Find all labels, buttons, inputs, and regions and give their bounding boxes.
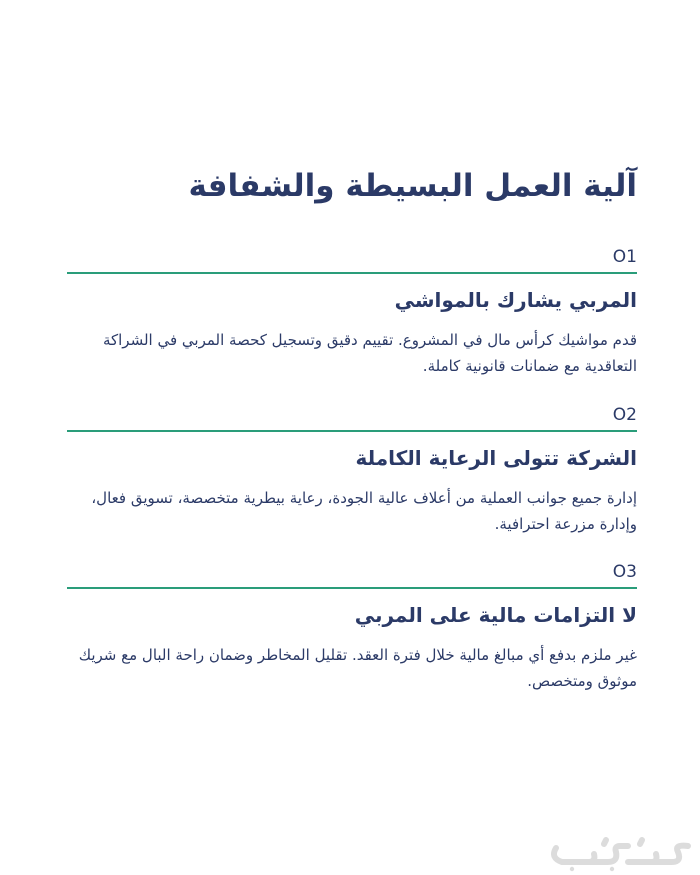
haraj-watermark-logo xyxy=(548,836,698,872)
haraj-logo-icon xyxy=(548,836,698,872)
step-description: قدم مواشيك كرأس مال في المشروع. تقييم دقيق وتسجيل كحصة المربي في الشراكة التعاقدية مع ضمانات قانونية كاملة. xyxy=(102,331,637,375)
step-heading: المربي يشارك بالمواشي xyxy=(394,288,637,312)
step-number: O2 xyxy=(612,405,637,425)
step-heading: الشركة تتولى الرعاية الكاملة xyxy=(355,446,637,470)
step-number: O1 xyxy=(612,247,637,267)
page-title: آلية العمل البسيطة والشفافة xyxy=(188,168,637,204)
step-divider xyxy=(67,587,637,589)
content-page xyxy=(67,0,637,875)
step-divider xyxy=(67,272,637,274)
step-description: إدارة جميع جوانب العملية من أعلاف عالية الجودة، رعاية بيطرية متخصصة، تسويق فعال، وإدارة مزرعة احترافية. xyxy=(91,489,637,533)
step-number: O3 xyxy=(612,562,637,582)
step-description: غير ملزم بدفع أي مبالغ مالية خلال فترة العقد. تقليل المخاطر وضمان راحة البال مع شريك موثوق ومتخصص. xyxy=(78,646,637,690)
step-divider xyxy=(67,430,637,432)
step-heading: لا التزامات مالية على المربي xyxy=(354,603,637,627)
